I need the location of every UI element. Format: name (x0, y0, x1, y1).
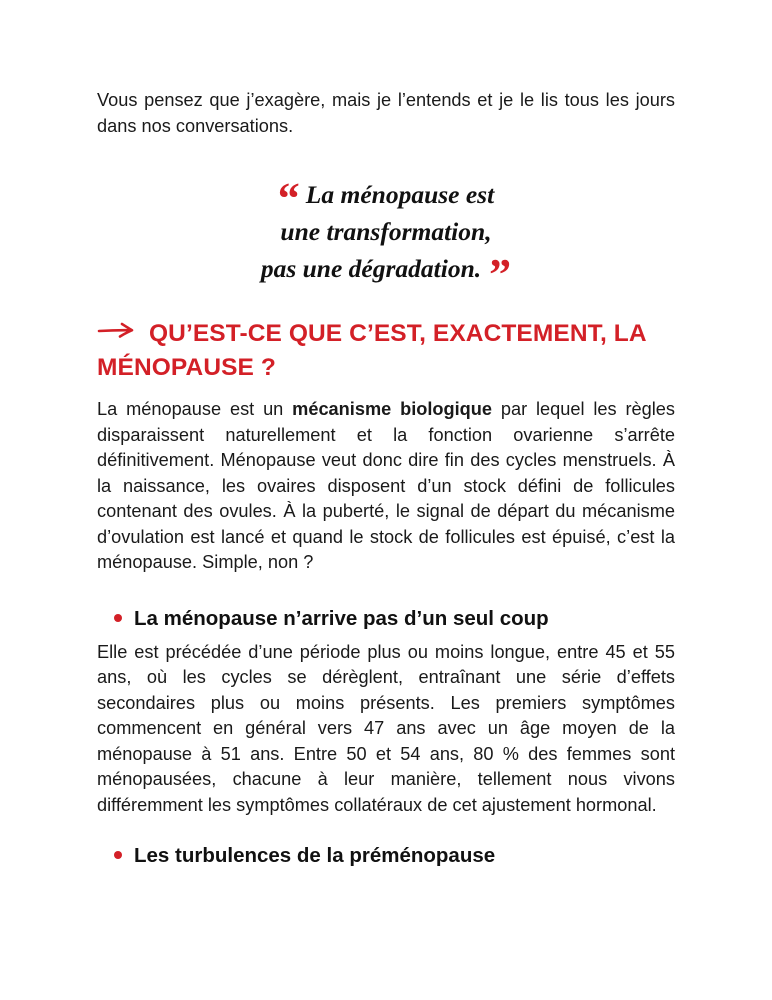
bullet-heading-1 (97, 605, 675, 633)
quote-text-3: pas une dégradation. (260, 254, 482, 283)
section-heading (97, 317, 675, 384)
close-quote-icon: ” (489, 250, 512, 299)
document-page (97, 88, 675, 870)
open-quote-icon: “ (277, 174, 300, 223)
intro-paragraph: Vous pensez que j’exagère, mais je l’entends et je le lis tous les jours dans nos conversations. (97, 90, 675, 136)
arrow-icon (97, 314, 135, 347)
quote-line-2: une transformation, (280, 217, 492, 246)
bullet-paragraph-1: Elle est précédée d’une période plus ou moins longue, entre 45 et 55 ans, où les cycles se dérèglent, entraînant une série d’effets secondaires plus ou moins présents. Les premiers symptômes commencent en général vers 47 ans avec un âge moyen de la ménopause à 51 ans. Entre 50 et 54 ans, 80 % des femmes sont ménopausées, chacune à leur manière, tellement nous vivons différemment les symptômes collatéraux de cet ajustement hormonal. (97, 641, 675, 815)
bullet-dot-icon (114, 614, 122, 622)
section-paragraph (97, 397, 675, 576)
pull-quote (97, 174, 675, 299)
bullet-heading-2-text: Les turbulences de la préménopause (134, 844, 496, 868)
section-paragraph-part2: par lequel les règles disparaissent naturellement et la fonction ovarienne s’arrête définitivement. Ménopause veut donc dire fin des cycles menstruels. À la naissance, les ovaires disposent d’un stock défini de follicules contenant des ovules. À la puberté, le signal de départ du mécanisme d’ovulation est lancé et quand le stock de follicules est épuisé, c’est la ménopause. Simple, non ? (97, 399, 676, 573)
quote-text-1: La ménopause est (305, 180, 495, 209)
bullet-heading-2 (97, 842, 675, 870)
quote-line-1 (97, 174, 675, 223)
section-title: QU’EST-CE QUE C’EST, EXACTEMENT, LA MÉNOPAUSE ? (97, 320, 646, 382)
section-paragraph-part1: La ménopause est un (97, 399, 293, 420)
quote-line-3 (97, 250, 675, 299)
bullet-dot-icon (114, 851, 122, 859)
section-paragraph-bold: mécanisme biologique (292, 399, 493, 420)
bullet-heading-1-text: La ménopause n’arrive pas d’un seul coup (134, 606, 549, 630)
